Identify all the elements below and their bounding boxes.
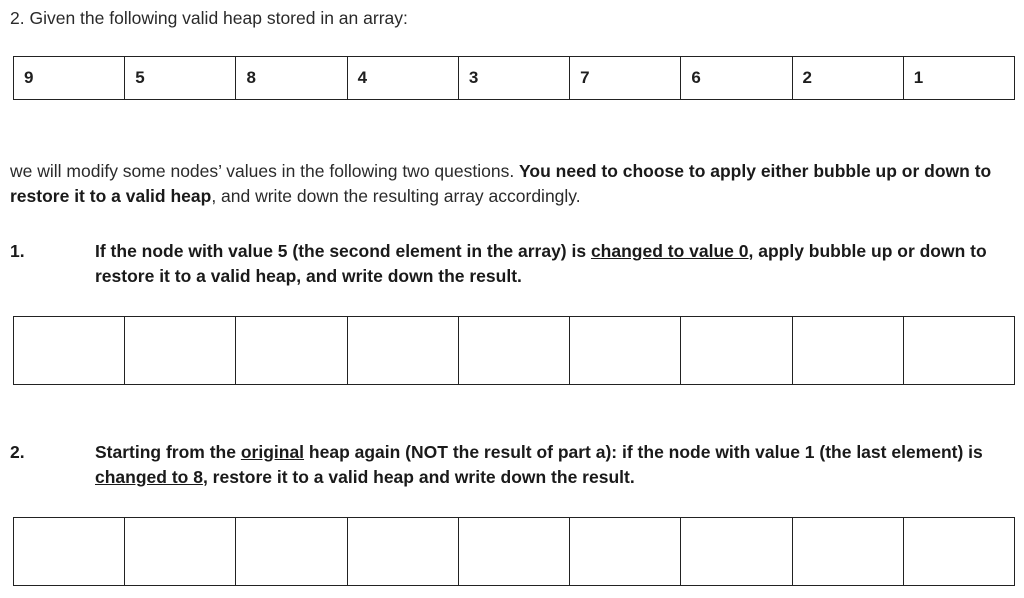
answer-cell[interactable] xyxy=(236,518,347,586)
answer-cell[interactable] xyxy=(681,317,792,385)
question-2-underlined-changed: changed to 8 xyxy=(95,467,203,487)
answer-cell[interactable] xyxy=(236,317,347,385)
answer-cell[interactable] xyxy=(125,518,236,586)
answer-cell[interactable] xyxy=(570,518,681,586)
heap-cell: 8 xyxy=(236,57,347,100)
heap-cell: 2 xyxy=(792,57,903,100)
question-1-text xyxy=(95,239,1010,289)
question-2-text-part: , restore it to a valid heap and write down the result. xyxy=(202,467,635,487)
answer-cell[interactable] xyxy=(903,518,1014,586)
question-2-text-part: heap again (NOT the result of part a): if the node with value 1 (the last element) is xyxy=(304,442,983,462)
question-2-underlined-original: original xyxy=(240,442,305,462)
heap-cell: 9 xyxy=(14,57,125,100)
heap-cell: 3 xyxy=(458,57,569,100)
instructions-paragraph xyxy=(10,159,1015,209)
question-2-text xyxy=(95,440,1010,490)
question-2-number: 2. xyxy=(10,442,25,462)
question-2 xyxy=(10,440,1010,490)
answer-2-array xyxy=(13,517,1015,586)
question-1-text-part: , apply bubble up or down to restore it to a valid heap, and write down the result. xyxy=(95,241,987,286)
intro-bold-text: You need to choose to apply either bubble up or down to restore it to a valid heap xyxy=(10,161,992,206)
heap-cell: 5 xyxy=(125,57,236,100)
heap-cell: 4 xyxy=(347,57,458,100)
answer-1-array xyxy=(13,316,1015,385)
heap-cell: 7 xyxy=(570,57,681,100)
answer-cell[interactable] xyxy=(14,317,125,385)
question-1-text-part: If the node with value 5 (the second element in the array) is xyxy=(95,241,591,261)
answer-cell[interactable] xyxy=(347,317,458,385)
answer-cell[interactable] xyxy=(792,317,903,385)
question-heading: 2. Given the following valid heap stored in an array: xyxy=(10,8,408,28)
answer-cell[interactable] xyxy=(903,317,1014,385)
answer-cell[interactable] xyxy=(125,317,236,385)
answer-cell[interactable] xyxy=(458,317,569,385)
question-1-number: 1. xyxy=(10,241,25,261)
answer-cell[interactable] xyxy=(14,518,125,586)
answer-cell[interactable] xyxy=(792,518,903,586)
heap-cell: 6 xyxy=(681,57,792,100)
question-1 xyxy=(10,239,1010,289)
intro-text: we will modify some nodes’ values in the following two questions. xyxy=(10,161,520,181)
intro-text-end: , and write down the resulting array accordingly. xyxy=(211,186,581,206)
question-1-underlined: changed to value 0 xyxy=(590,241,749,261)
answer-cell[interactable] xyxy=(458,518,569,586)
answer-cell[interactable] xyxy=(347,518,458,586)
answer-cell[interactable] xyxy=(570,317,681,385)
given-heap-array xyxy=(13,56,1015,100)
heap-cell: 1 xyxy=(903,57,1014,100)
question-2-text-part: Starting from the xyxy=(95,442,241,462)
answer-cell[interactable] xyxy=(681,518,792,586)
